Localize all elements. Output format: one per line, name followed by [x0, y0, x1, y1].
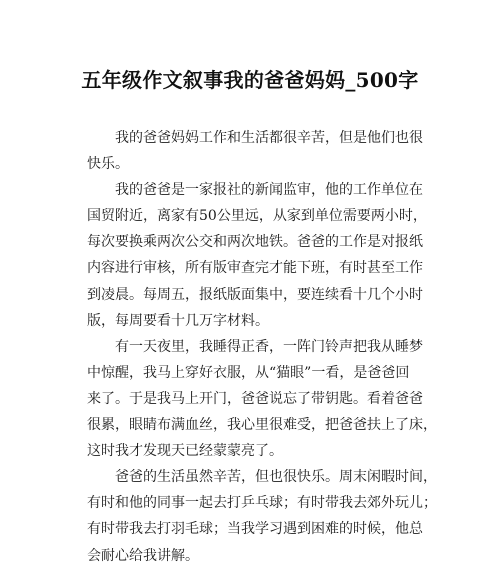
body-line: 每次要换乘两次公交和两次地铁。爸爸的工作是对报纸: [87, 234, 423, 251]
body-line: 很累，眼睛布满血丝，我心里很难受，把爸爸扶上了床，: [87, 417, 437, 434]
body-line: 快乐。: [87, 156, 129, 173]
body-line: 我的爸爸妈妈工作和生活都很辛苦，但是他们也很: [115, 130, 423, 146]
document-title: 五年级作文叙事我的爸爸妈妈_500字: [81, 68, 419, 92]
body-line: 中惊醒，我马上穿好衣服，从“猫眼”一看，是爸爸回: [87, 364, 410, 381]
body-line: 有时和他的同事一起去打乒乓球；有时带我去郊外玩儿；: [87, 495, 437, 512]
body-line: 到凌晨。每周五，报纸版面集中，要连续看十几个小时: [87, 286, 423, 303]
body-line: 有时带我去打羽毛球；当我学习遇到困难的时候，他总: [87, 521, 423, 538]
body-line: 来了。于是我马上开门，爸爸说忘了带钥匙。看着爸爸: [87, 390, 423, 407]
body-line: 版，每周要看十几万字材料。: [87, 312, 269, 329]
body-line: 有一天夜里，我睡得正香，一阵门铃声把我从睡梦: [115, 338, 423, 355]
body-line: 我的爸爸是一家报社的新闻监审，他的工作单位在: [115, 182, 423, 199]
body-line: 会耐心给我讲解。: [87, 547, 199, 564]
body-line: 爸爸的生活虽然辛苦，但也很快乐。周末闲暇时间，: [115, 469, 437, 486]
body-line: 这时我才发现天已经蒙蒙亮了。: [87, 443, 283, 460]
document-body: [87, 125, 437, 569]
body-line: 内容进行审核，所有版审查完才能下班，有时甚至工作: [87, 260, 423, 277]
body-line: 国贸附近，离家有50公里远，从家到单位需要两小时，: [87, 208, 427, 225]
